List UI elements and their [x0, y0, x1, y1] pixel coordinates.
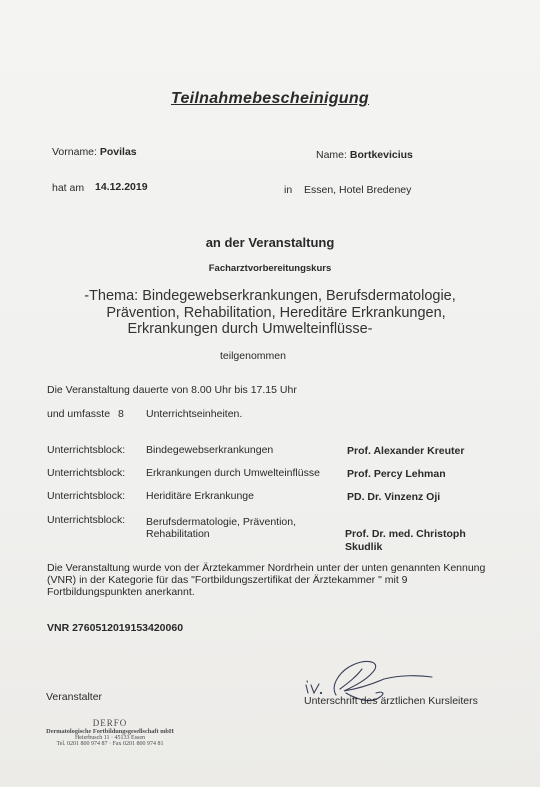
signature-caption: Unterschrift des ärztlichen Kursleiters [304, 695, 478, 707]
vorname-row [52, 146, 137, 158]
block-speaker-line-2: Skudlik [345, 541, 383, 553]
block-topic-line-1: Berufsdermatologie, Prävention, [146, 516, 296, 528]
thema-line-1: -Thema: Bindegewebserkrankungen, Berufsdermatologie, [84, 288, 456, 304]
ort-label: in [284, 184, 293, 196]
block-topic: Erkrankungen durch Umwelteinflüsse [146, 467, 320, 479]
block-label: Unterrichtsblock: [47, 444, 126, 456]
name-value: Bortkevicius [349, 149, 413, 161]
block-speaker: Prof. Alexander Kreuter [347, 445, 465, 457]
umfang-count: 8 [118, 408, 124, 420]
anerkennung-line-2: (VNR) in der Kategorie für das "Fortbildungszertifikat der Ärztekammer " mit 9 [47, 574, 408, 586]
stamp-tel: Tel. 0201 800 974 87 · Fax 0201 800 974 81 [56, 741, 164, 747]
ort-value: Essen, Hotel Bredeney [304, 184, 412, 196]
name-row [316, 149, 413, 161]
stamp-org: Dermatologische Fortbildungsgesellschaft mbH [46, 728, 174, 735]
event-heading: an der Veranstaltung [205, 235, 335, 250]
name-label: Name: [316, 149, 347, 161]
block-topic-line-2: Rehabilitation [146, 528, 210, 540]
vnr: VNR 2760512019153420060 [47, 622, 184, 634]
document-title: Teilnahmebescheinigung [170, 90, 370, 107]
block-label: Unterrichtsblock: [47, 514, 126, 526]
anerkennung-line-3: Fortbildungspunkten anerkannt. [47, 586, 195, 598]
block-topic: Heriditäre Erkrankunge [146, 490, 254, 502]
vorname-value: Povilas [99, 146, 137, 158]
umfang-label: und umfasste [47, 408, 111, 420]
vorname-label: Vorname: [52, 146, 97, 158]
veranstalter-label: Veranstalter [46, 691, 103, 703]
datum-label: hat am [52, 182, 85, 194]
dauer: Die Veranstaltung dauerte von 8.00 Uhr bis 17.15 Uhr [47, 384, 297, 396]
block-speaker: Prof. Percy Lehman [347, 468, 446, 480]
course-name: Facharztvorbereitungskurs [208, 263, 332, 274]
block-speaker: PD. Dr. Vinzenz Oji [347, 491, 441, 503]
organizer-stamp [30, 718, 190, 747]
thema-line-3: Erkrankungen durch Umwelteinflüsse- [127, 321, 373, 337]
datum-value: 14.12.2019 [95, 181, 148, 193]
anerkennung-line-1: Die Veranstaltung wurde von der Ärztekammer Nordrhein unter der unten genannten Kennung [47, 562, 486, 574]
block-label: Unterrichtsblock: [47, 490, 126, 502]
umfang-unit: Unterrichtseinheiten. [146, 408, 243, 420]
stamp-street: Heierbusch 11 · 45133 Essen [74, 735, 146, 741]
block-speaker-line-1: Prof. Dr. med. Christoph [345, 528, 466, 540]
thema-line-2: Prävention, Rehabilitation, Hereditäre Erkrankungen, [106, 305, 446, 321]
stamp-name: DERFO [92, 718, 128, 728]
block-topic: Bindegewebserkrankungen [146, 444, 274, 456]
teilgenommen: teilgenommen [220, 350, 286, 362]
block-label: Unterrichtsblock: [47, 467, 126, 479]
